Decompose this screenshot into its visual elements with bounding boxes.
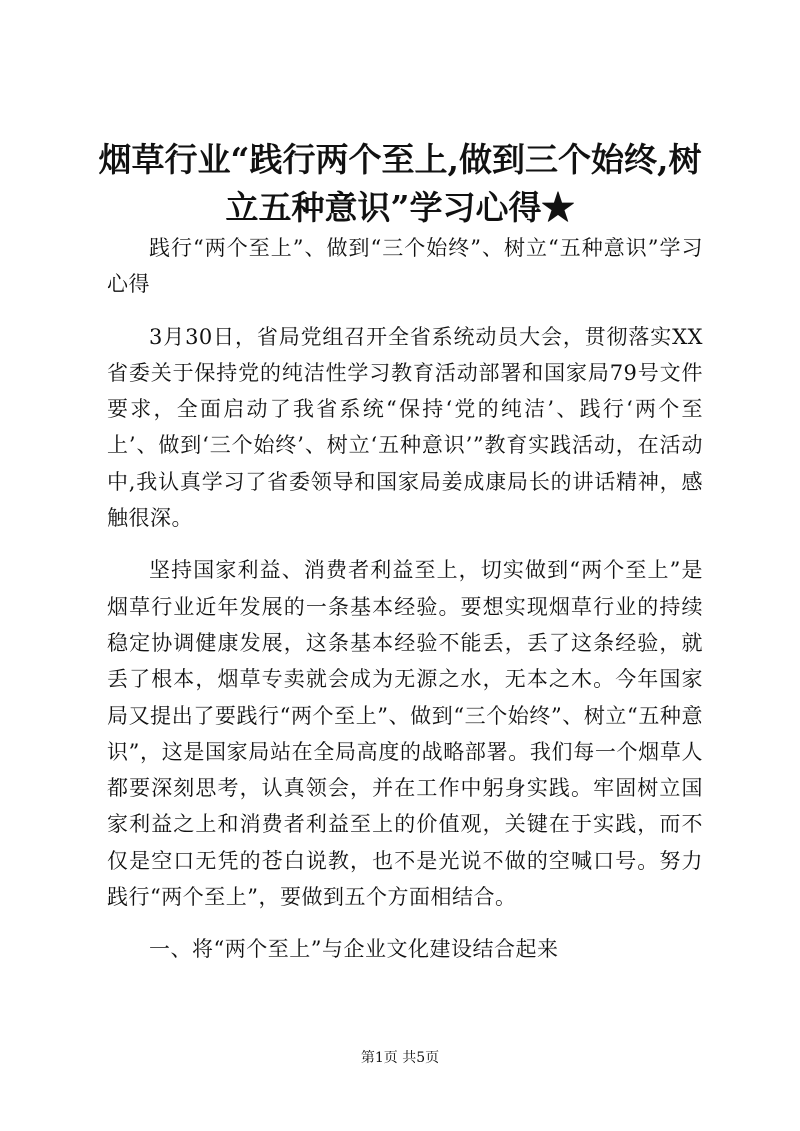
paragraph-section-heading: 一、将“两个至上”与企业文化建设结合起来	[149, 937, 559, 962]
paragraph-main: 坚持国家利益、消费者利益至上，切实做到“两个至上”是烟草行业近年发展的一条基本经验。要想实现烟草行业的持续稳定协调健康发展，这条基本经验不能丢，丢了这条经验，就丢了根本，烟草专卖就会成为无源之水，无本之木。今年国家局又提出了要践行“两个至上”、做到“三个始终”、树立“五种意识”，这是国家局站在全局高度的战略部署。我们每一个烟草人都要深刻思考，认真领会，并在工作中躬身实践。牢固树立国家利益之上和消费者利益至上的价值观，关键在于实践，而不仅是空口无凭的苍白说教，也不是光说不做的空喊口号。努力践行“两个至上”，要做到五个方面相结合。	[107, 558, 703, 910]
document-title: 烟草行业“践行两个至上,做到三个始终,树立五种意识”学习心得★	[98, 140, 702, 227]
document-body	[107, 230, 703, 968]
paragraph-subtitle: 践行“两个至上”、做到“三个始终”、树立“五种意识”学习心得	[107, 236, 703, 297]
paragraph-intro: 3月30日，省局党组召开全省系统动员大会，贯彻落实XX省委关于保持党的纯洁性学习教育活动部署和国家局79号文件要求，全面启动了我省系统“保持‘党的纯洁’、践行‘两个至上’、做到‘三个始终’、树立‘五种意识’”教育实践活动，在活动中,我认真学习了省委领导和国家局姜成康局长的讲话精神，感触很深。	[107, 324, 703, 531]
page-footer: 第1页 共5页	[360, 1050, 440, 1066]
